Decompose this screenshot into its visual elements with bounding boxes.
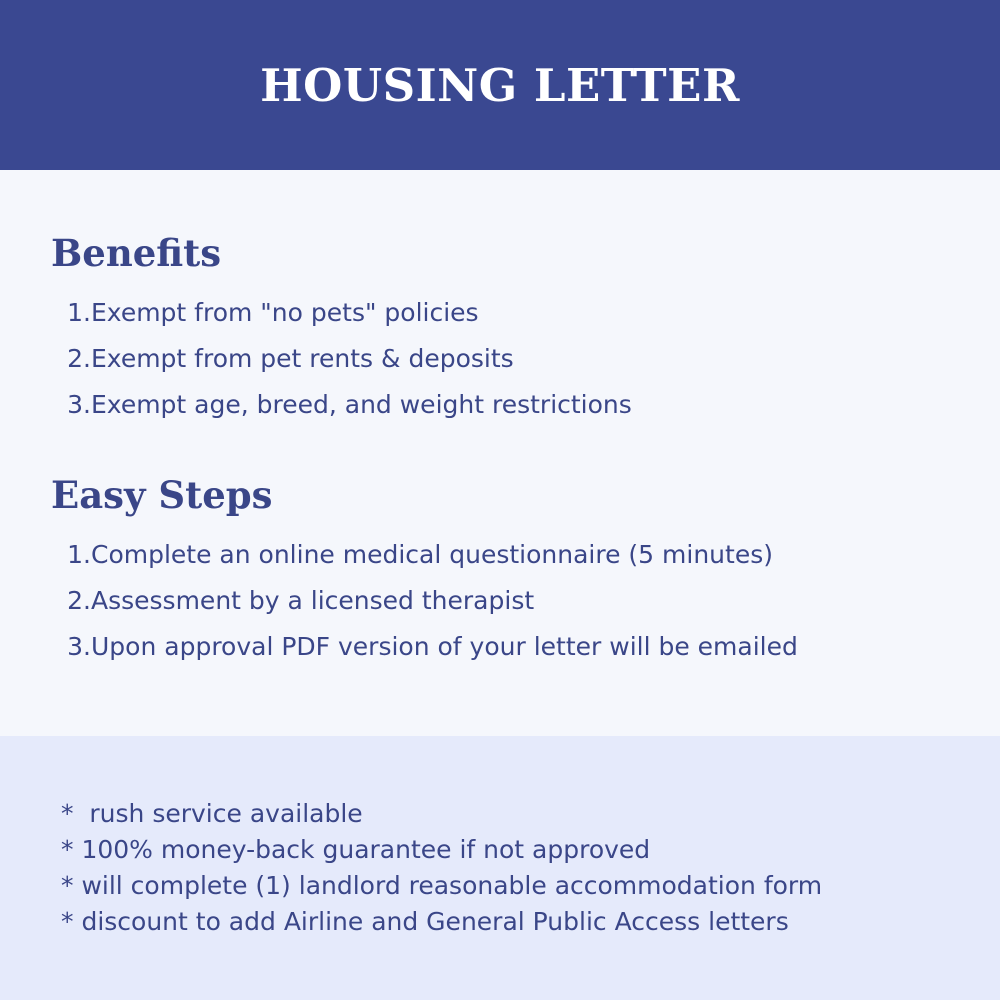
list-number: 1. [67,540,91,569]
benefits-list [58,290,632,428]
step-text: Upon approval PDF version of your letter will be emailed [91,632,798,661]
note-item: * discount to add Airline and General Public Access letters [61,907,789,936]
benefit-text: Exempt from pet rents & deposits [91,344,514,373]
list-number: 1. [67,298,91,327]
note-item: * will complete (1) landlord reasonable accommodation form [61,871,823,900]
list-item [58,290,632,336]
header-banner [0,0,1000,170]
list-item [58,336,632,382]
steps-heading: Easy Steps [51,473,273,517]
note-item: * 100% money-back guarantee if not approved [61,835,651,864]
steps-list [58,532,798,670]
benefit-text: Exempt from "no pets" policies [91,298,479,327]
page-title: HOUSING LETTER [260,59,740,112]
main-content [0,170,1000,736]
list-item [58,532,798,578]
list-item [58,382,632,428]
benefits-heading: Benefits [51,231,222,275]
benefit-text: Exempt age, breed, and weight restrictions [91,390,632,419]
step-text: Assessment by a licensed therapist [91,586,535,615]
note-item: * rush service available [61,799,363,828]
list-item [58,624,798,670]
list-item [58,578,798,624]
list-number: 2. [67,586,91,615]
notes-panel [0,736,1000,1000]
notes-list [61,796,822,940]
list-number: 3. [67,390,91,419]
step-text: Complete an online medical questionnaire (5 minutes) [91,540,773,569]
list-number: 3. [67,632,91,661]
list-number: 2. [67,344,91,373]
